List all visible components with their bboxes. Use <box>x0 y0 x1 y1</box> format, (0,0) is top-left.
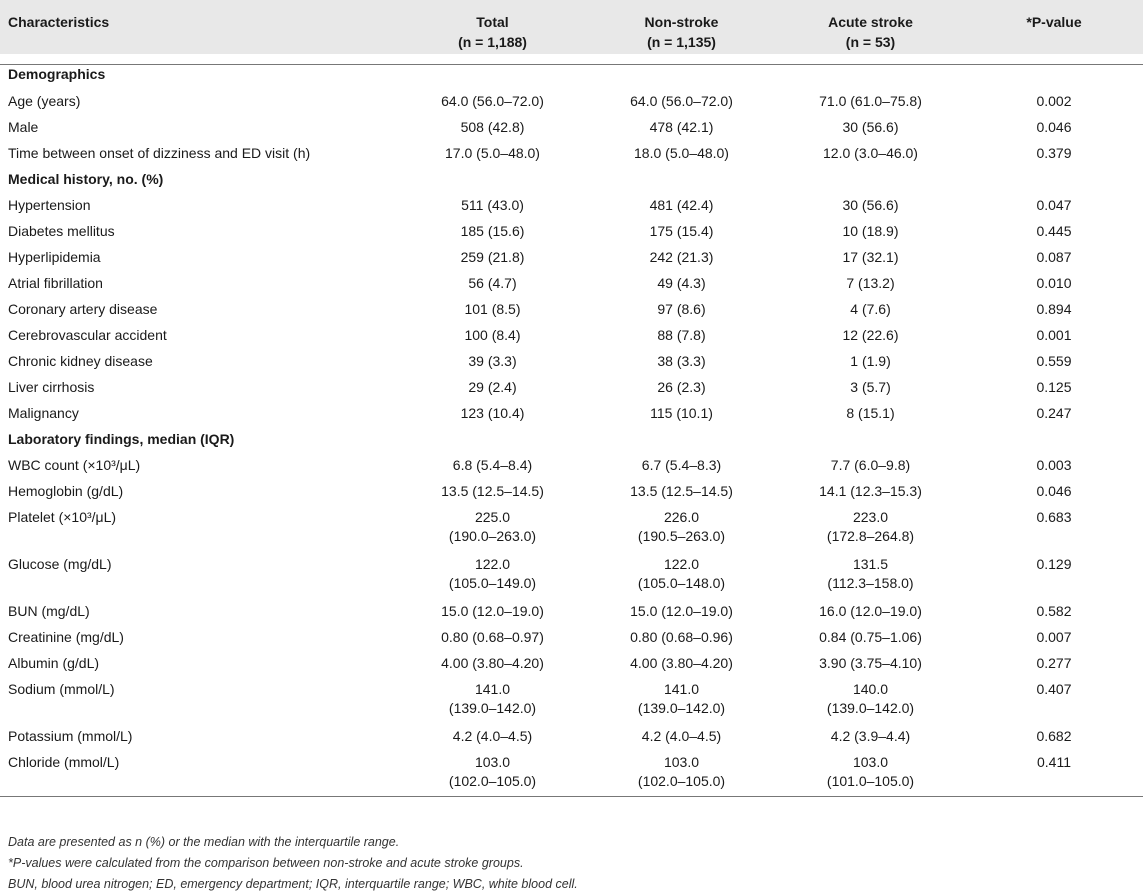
acute-cell <box>776 624 965 650</box>
cell-value: Hemoglobin (g/dL) <box>8 483 124 499</box>
cell-range: (139.0–142.0) <box>448 700 537 716</box>
total-cell <box>398 244 587 270</box>
table-row-htn <box>0 192 1143 218</box>
nonstroke-cell <box>587 400 776 426</box>
section-heading: Laboratory findings, median (IQR) <box>8 431 235 447</box>
acute-cell <box>776 749 965 796</box>
cell-value: 123 (10.4) <box>460 405 525 421</box>
row-label <box>0 218 398 244</box>
cell-value: 4.2 (3.9–4.4) <box>830 728 911 744</box>
nonstroke-cell <box>587 551 776 598</box>
total-cell <box>398 650 587 676</box>
cell-value: 29 (2.4) <box>468 379 517 395</box>
total-cell <box>398 296 587 322</box>
cell-range: (172.8–264.8) <box>826 528 915 544</box>
pvalue-cell <box>965 374 1143 400</box>
row-label <box>0 676 398 723</box>
table-row-na <box>0 676 1143 723</box>
pvalue-cell <box>965 749 1143 796</box>
table-row-male <box>0 114 1143 140</box>
cell-value: 8 (15.1) <box>846 405 895 421</box>
cell-value: 0.007 <box>1036 629 1072 645</box>
total-cell <box>398 400 587 426</box>
nonstroke-cell <box>587 218 776 244</box>
cell-value: 15.0 (12.0–19.0) <box>630 603 733 619</box>
cell-value: 141.0 <box>663 681 700 697</box>
acute-cell <box>776 140 965 166</box>
header-nonstroke-label: Non-stroke <box>644 14 719 30</box>
total-cell <box>398 676 587 723</box>
table-row-cad <box>0 296 1143 322</box>
row-label <box>0 374 398 400</box>
pvalue-cell <box>965 723 1143 749</box>
cell-value: 0.003 <box>1036 457 1072 473</box>
cell-value: Liver cirrhosis <box>8 379 95 395</box>
cell-value: 103.0 <box>852 754 889 770</box>
cell-value: 6.8 (5.4–8.4) <box>452 457 533 473</box>
pvalue-cell <box>965 650 1143 676</box>
header-divider <box>0 64 1143 65</box>
row-label <box>0 244 398 270</box>
cell-value: 0.125 <box>1036 379 1072 395</box>
total-cell <box>398 551 587 598</box>
pvalue-cell <box>965 244 1143 270</box>
header-nonstroke-n: (n = 1,135) <box>647 34 716 50</box>
cell-value: 0.559 <box>1036 353 1072 369</box>
nonstroke-cell <box>587 88 776 114</box>
table-footnotes <box>8 832 578 895</box>
cell-value: 0.80 (0.68–0.96) <box>630 629 733 645</box>
cell-value: Cerebrovascular accident <box>8 327 167 343</box>
total-cell <box>398 322 587 348</box>
cell-value: 17 (32.1) <box>842 249 899 265</box>
nonstroke-cell <box>587 676 776 723</box>
cell-value: 13.5 (12.5–14.5) <box>630 483 733 499</box>
cell-range: (105.0–149.0) <box>448 575 537 591</box>
nonstroke-cell <box>587 650 776 676</box>
table-row-alb <box>0 650 1143 676</box>
header-pvalue: *P-value <box>1026 14 1082 30</box>
cell-range: (101.0–105.0) <box>826 773 915 789</box>
row-label <box>0 400 398 426</box>
cell-range: (139.0–142.0) <box>637 700 726 716</box>
footnote-1: Data are presented as n (%) or the median with the interquartile range. <box>8 835 400 849</box>
cell-value: 71.0 (61.0–75.8) <box>819 93 922 109</box>
cell-value: 38 (3.3) <box>657 353 706 369</box>
total-cell <box>398 723 587 749</box>
section-row-demographics <box>0 54 1143 88</box>
header-characteristics: Characteristics <box>8 14 110 30</box>
cell-value: Glucose (mg/dL) <box>8 556 112 572</box>
nonstroke-cell <box>587 244 776 270</box>
cell-value: 0.582 <box>1036 603 1072 619</box>
total-cell <box>398 478 587 504</box>
row-label <box>0 598 398 624</box>
cell-value: 16.0 (12.0–19.0) <box>819 603 922 619</box>
table-row-cva <box>0 322 1143 348</box>
acute-cell <box>776 270 965 296</box>
row-label <box>0 551 398 598</box>
acute-cell <box>776 551 965 598</box>
pvalue-cell <box>965 452 1143 478</box>
row-label <box>0 478 398 504</box>
cell-value: 259 (21.8) <box>460 249 525 265</box>
table-row-wbc <box>0 452 1143 478</box>
cell-value: 17.0 (5.0–48.0) <box>445 145 540 161</box>
pvalue-cell <box>965 348 1143 374</box>
section-row-medical <box>0 166 1143 192</box>
cell-value: 185 (15.6) <box>460 223 525 239</box>
cell-value: 0.001 <box>1036 327 1072 343</box>
pvalue-cell <box>965 624 1143 650</box>
cell-value: 0.046 <box>1036 483 1072 499</box>
cell-value: Malignancy <box>8 405 79 421</box>
pvalue-cell <box>965 676 1143 723</box>
cell-value: 140.0 <box>852 681 889 697</box>
pvalue-cell <box>965 322 1143 348</box>
cell-value: 13.5 (12.5–14.5) <box>441 483 544 499</box>
table-row-age <box>0 88 1143 114</box>
cell-value: Time between onset of dizziness and ED visit (h) <box>8 145 311 161</box>
section-row-lab <box>0 426 1143 452</box>
row-label <box>0 749 398 796</box>
nonstroke-cell <box>587 322 776 348</box>
row-label <box>0 296 398 322</box>
pvalue-cell <box>965 598 1143 624</box>
acute-cell <box>776 676 965 723</box>
cell-value: 0.247 <box>1036 405 1072 421</box>
table-row-dm <box>0 218 1143 244</box>
header-nonstroke <box>587 0 776 54</box>
cell-value: Creatinine (mg/dL) <box>8 629 124 645</box>
cell-value: 115 (10.1) <box>650 405 713 421</box>
header-acute-n: (n = 53) <box>845 34 896 50</box>
acute-cell <box>776 218 965 244</box>
cell-value: 4.00 (3.80–4.20) <box>630 655 733 671</box>
pvalue-cell <box>965 400 1143 426</box>
cell-range: (102.0–105.0) <box>448 773 537 789</box>
table-row-onset <box>0 140 1143 166</box>
total-cell <box>398 140 587 166</box>
cell-range: (139.0–142.0) <box>826 700 915 716</box>
nonstroke-cell <box>587 723 776 749</box>
total-cell <box>398 192 587 218</box>
cell-value: 3 (5.7) <box>850 379 891 395</box>
cell-value: 100 (8.4) <box>464 327 521 343</box>
cell-value: 0.002 <box>1036 93 1072 109</box>
acute-cell <box>776 322 965 348</box>
cell-value: 26 (2.3) <box>657 379 706 395</box>
nonstroke-cell <box>587 374 776 400</box>
total-cell <box>398 624 587 650</box>
cell-value: Age (years) <box>8 93 81 109</box>
cell-value: 56 (4.7) <box>468 275 517 291</box>
nonstroke-cell <box>587 270 776 296</box>
nonstroke-cell <box>587 452 776 478</box>
nonstroke-cell <box>587 140 776 166</box>
header-total-label: Total <box>476 14 509 30</box>
pvalue-cell <box>965 270 1143 296</box>
table-row-plt <box>0 504 1143 551</box>
pvalue-cell <box>965 296 1143 322</box>
cell-value: 175 (15.4) <box>649 223 714 239</box>
cell-value: 511 (43.0) <box>461 197 524 213</box>
cell-value: 0.047 <box>1036 197 1072 213</box>
cell-value: Male <box>8 119 39 135</box>
cell-value: 30 (56.6) <box>842 197 899 213</box>
cell-value: 131.5 <box>852 556 889 572</box>
footnote-2: *P-values were calculated from the comparison between non-stroke and acute stroke groups. <box>8 856 524 870</box>
cell-value: Sodium (mmol/L) <box>8 681 115 697</box>
header-acute-label: Acute stroke <box>828 14 913 30</box>
acute-cell <box>776 478 965 504</box>
row-label <box>0 88 398 114</box>
table-row-hld <box>0 244 1143 270</box>
cell-value: Chronic kidney disease <box>8 353 153 369</box>
cell-range: (112.3–158.0) <box>827 575 914 591</box>
nonstroke-cell <box>587 624 776 650</box>
row-label <box>0 650 398 676</box>
row-label <box>0 114 398 140</box>
table-header-row <box>0 0 1143 54</box>
total-cell <box>398 348 587 374</box>
pvalue-cell <box>965 192 1143 218</box>
cell-value: 226.0 <box>663 509 700 525</box>
cell-value: 141.0 <box>474 681 511 697</box>
cell-value: 7.7 (6.0–9.8) <box>830 457 911 473</box>
cell-value: 122.0 <box>474 556 511 572</box>
cell-value: 103.0 <box>474 754 511 770</box>
row-label <box>0 723 398 749</box>
cell-value: 4.2 (4.0–4.5) <box>452 728 533 744</box>
table-row-k <box>0 723 1143 749</box>
acute-cell <box>776 374 965 400</box>
acute-cell <box>776 723 965 749</box>
cell-value: 64.0 (56.0–72.0) <box>441 93 544 109</box>
cell-value: 0.087 <box>1036 249 1072 265</box>
pvalue-cell <box>965 140 1143 166</box>
cell-value: 14.1 (12.3–15.3) <box>819 483 922 499</box>
cell-value: Potassium (mmol/L) <box>8 728 133 744</box>
acute-cell <box>776 650 965 676</box>
cell-value: 15.0 (12.0–19.0) <box>441 603 544 619</box>
cell-value: 0.379 <box>1036 145 1072 161</box>
cell-value: Diabetes mellitus <box>8 223 115 239</box>
pvalue-cell <box>965 551 1143 598</box>
cell-value: 0.046 <box>1036 119 1072 135</box>
cell-value: 4.00 (3.80–4.20) <box>441 655 544 671</box>
cell-value: 0.80 (0.68–0.97) <box>441 629 544 645</box>
table-row-glu <box>0 551 1143 598</box>
header-total-n: (n = 1,188) <box>458 34 527 50</box>
cell-value: 4 (7.6) <box>850 301 891 317</box>
table-row-lc <box>0 374 1143 400</box>
acute-cell <box>776 296 965 322</box>
total-cell <box>398 452 587 478</box>
total-cell <box>398 749 587 796</box>
nonstroke-cell <box>587 296 776 322</box>
cell-value: Platelet (×10³/μL) <box>8 509 117 525</box>
cell-value: Chloride (mmol/L) <box>8 754 120 770</box>
total-cell <box>398 598 587 624</box>
table-row-bun <box>0 598 1143 624</box>
acute-cell <box>776 192 965 218</box>
acute-cell <box>776 88 965 114</box>
acute-cell <box>776 348 965 374</box>
section-heading: Demographics <box>8 66 106 82</box>
table-row-hb <box>0 478 1143 504</box>
acute-cell <box>776 400 965 426</box>
pvalue-cell <box>965 218 1143 244</box>
table-row-af <box>0 270 1143 296</box>
total-cell <box>398 374 587 400</box>
pvalue-cell <box>965 88 1143 114</box>
cell-value: Coronary artery disease <box>8 301 158 317</box>
cell-value: BUN (mg/dL) <box>8 603 90 619</box>
cell-value: 481 (42.4) <box>649 197 714 213</box>
nonstroke-cell <box>587 478 776 504</box>
table-row-ckd <box>0 348 1143 374</box>
cell-value: 7 (13.2) <box>846 275 895 291</box>
cell-range: (190.0–263.0) <box>448 528 537 544</box>
cell-value: 103.0 <box>663 754 700 770</box>
cell-value: 0.84 (0.75–1.06) <box>819 629 922 645</box>
total-cell <box>398 218 587 244</box>
cell-value: WBC count (×10³/μL) <box>8 457 141 473</box>
nonstroke-cell <box>587 114 776 140</box>
acute-cell <box>776 598 965 624</box>
cell-value: 0.894 <box>1036 301 1072 317</box>
nonstroke-cell <box>587 749 776 796</box>
cell-value: 4.2 (4.0–4.5) <box>641 728 722 744</box>
cell-value: 223.0 <box>852 509 889 525</box>
cell-range: (105.0–148.0) <box>637 575 726 591</box>
cell-value: 12.0 (3.0–46.0) <box>823 145 918 161</box>
row-label <box>0 348 398 374</box>
table-row-cl <box>0 749 1143 796</box>
header-total <box>398 0 587 54</box>
row-label <box>0 192 398 218</box>
cell-value: 18.0 (5.0–48.0) <box>634 145 729 161</box>
total-cell <box>398 88 587 114</box>
row-label <box>0 624 398 650</box>
cell-value: 64.0 (56.0–72.0) <box>630 93 733 109</box>
cell-value: 0.129 <box>1036 556 1072 572</box>
cell-value: Hypertension <box>8 197 91 213</box>
cell-value: 10 (18.9) <box>842 223 899 239</box>
pvalue-cell <box>965 114 1143 140</box>
cell-value: Atrial fibrillation <box>8 275 103 291</box>
pvalue-cell <box>965 478 1143 504</box>
cell-value: 88 (7.8) <box>657 327 706 343</box>
acute-cell <box>776 244 965 270</box>
cell-value: 49 (4.3) <box>657 275 706 291</box>
cell-value: 39 (3.3) <box>468 353 517 369</box>
row-label <box>0 322 398 348</box>
cell-value: 6.7 (5.4–8.3) <box>641 457 722 473</box>
cell-value: 478 (42.1) <box>649 119 714 135</box>
nonstroke-cell <box>587 192 776 218</box>
cell-value: 0.682 <box>1036 728 1072 744</box>
cell-value: 122.0 <box>663 556 700 572</box>
cell-value: 0.445 <box>1036 223 1072 239</box>
cell-value: 0.407 <box>1036 681 1072 697</box>
cell-value: 0.010 <box>1036 275 1072 291</box>
header-acute <box>776 0 965 54</box>
row-label <box>0 270 398 296</box>
cell-value: 30 (56.6) <box>842 119 899 135</box>
cell-value: 1 (1.9) <box>850 353 891 369</box>
cell-value: 3.90 (3.75–4.10) <box>819 655 922 671</box>
nonstroke-cell <box>587 348 776 374</box>
cell-value: 225.0 <box>474 509 511 525</box>
acute-cell <box>776 504 965 551</box>
cell-value: 12 (22.6) <box>842 327 899 343</box>
cell-value: 0.683 <box>1036 509 1072 525</box>
total-cell <box>398 114 587 140</box>
cell-value: Hyperlipidemia <box>8 249 101 265</box>
acute-cell <box>776 114 965 140</box>
cell-value: 508 (42.8) <box>460 119 525 135</box>
cell-value: 101 (8.5) <box>464 301 521 317</box>
cell-range: (102.0–105.0) <box>637 773 726 789</box>
table-row-cr <box>0 624 1143 650</box>
total-cell <box>398 504 587 551</box>
footnote-3: BUN, blood urea nitrogen; ED, emergency department; IQR, interquartile range; WBC, white blood cell. <box>8 877 578 891</box>
pvalue-cell <box>965 504 1143 551</box>
acute-cell <box>776 452 965 478</box>
row-label <box>0 140 398 166</box>
cell-value: 97 (8.6) <box>657 301 706 317</box>
table-row-mal <box>0 400 1143 426</box>
row-label <box>0 452 398 478</box>
cell-value: 0.277 <box>1036 655 1072 671</box>
cell-value: 0.411 <box>1037 754 1071 770</box>
total-cell <box>398 270 587 296</box>
row-label <box>0 504 398 551</box>
nonstroke-cell <box>587 504 776 551</box>
nonstroke-cell <box>587 598 776 624</box>
cell-value: 242 (21.3) <box>649 249 714 265</box>
section-heading: Medical history, no. (%) <box>8 171 164 187</box>
cell-value: Albumin (g/dL) <box>8 655 100 671</box>
cell-range: (190.5–263.0) <box>637 528 726 544</box>
